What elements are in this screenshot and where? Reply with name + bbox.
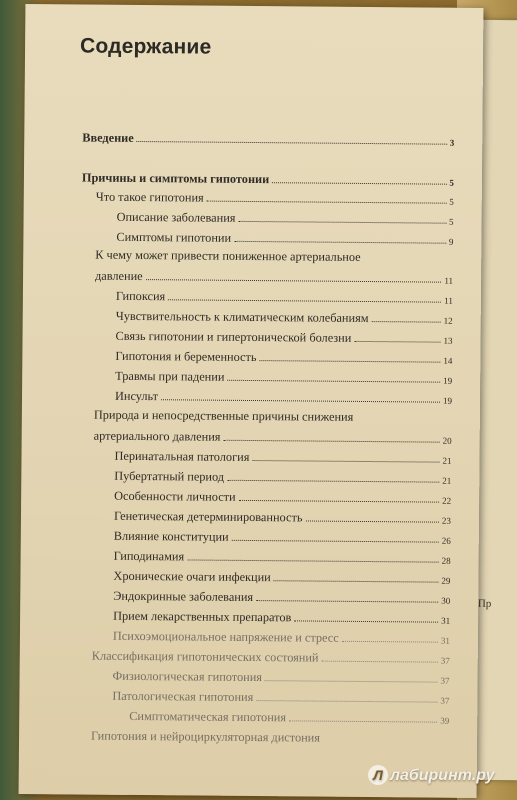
toc-entry-page: 20	[442, 435, 452, 446]
contents-page	[19, 4, 484, 798]
toc-entry-title: Травмы при падении	[115, 368, 225, 384]
toc-entry[interactable]	[115, 386, 452, 407]
toc-entry[interactable]	[92, 646, 450, 667]
toc-entry-page: 29	[441, 575, 451, 586]
toc-leader	[238, 221, 446, 224]
toc-leader	[252, 460, 439, 463]
toc-entry-page: 23	[441, 515, 452, 526]
table-of-contents	[19, 4, 484, 798]
toc-entry-page: 26	[441, 535, 451, 546]
toc-leader	[322, 661, 438, 663]
toc-entry-title: Классификация гипотонических состояний	[91, 648, 319, 665]
toc-entry-page: 39	[440, 715, 450, 726]
toc-entry-page: 11	[444, 275, 454, 286]
toc-leader	[265, 680, 438, 683]
toc-entry-page: 31	[440, 635, 450, 646]
toc-entry-title: Гипотония и нейроциркуляторная дистония	[91, 728, 321, 745]
toc-entry-page: 19	[443, 375, 453, 386]
toc-entry-page: 5	[449, 196, 454, 207]
toc-leader	[137, 141, 447, 145]
toc-entry[interactable]	[113, 566, 450, 587]
toc-entry-title: Прием лекарственных препаратов	[113, 608, 292, 625]
toc-entry[interactable]	[82, 128, 454, 149]
toc-entry-title-line: Природа и непосредственные причины снижения	[93, 407, 354, 424]
toc-entry-title: Симптомы гипотонии	[116, 229, 232, 245]
toc-entry-page: 12	[443, 315, 453, 326]
toc-leader	[354, 341, 440, 343]
toc-leader	[227, 380, 440, 383]
toc-entry-title: Генетическая детерминированность	[113, 508, 303, 525]
toc-entry-page: 28	[441, 555, 451, 566]
toc-entry-title: Перинатальная патология	[114, 448, 250, 464]
toc-entry[interactable]	[113, 586, 450, 607]
toc-leader	[256, 700, 437, 703]
toc-entry[interactable]	[115, 366, 452, 387]
toc-leader	[207, 201, 447, 204]
toc-entry-title: давление	[95, 268, 143, 284]
toc-entry-title: Симптоматическая гипотония	[129, 708, 287, 725]
toc-entry-title: Эндокринные заболевания	[113, 588, 254, 605]
toc-entry[interactable]	[91, 726, 391, 747]
toc-entry-title-line: К чему может привести пониженное артериальное	[95, 247, 361, 264]
toc-entry[interactable]	[114, 486, 451, 507]
toc-entry[interactable]	[116, 227, 453, 248]
toc-entry-title: Чувствительность к климатическим колебаниям	[115, 308, 369, 326]
toc-entry-title: Гипотония и беременность	[115, 348, 257, 365]
toc-entry-title: Связь гипотонии и гипертонической болезни	[115, 328, 352, 345]
toc-entry[interactable]	[114, 466, 451, 487]
toc-entry-title: Гипоксия	[115, 288, 166, 304]
toc-leader	[342, 641, 438, 643]
toc-leader	[256, 600, 438, 603]
toc-entry-title: Введение	[82, 130, 134, 145]
toc-entry-page: 22	[442, 495, 452, 506]
toc-leader	[294, 620, 438, 622]
toc-entry[interactable]	[115, 346, 452, 367]
toc-leader	[239, 500, 440, 503]
toc-entry-title: Влияние конституции	[113, 528, 229, 544]
toc-leader	[146, 279, 442, 283]
toc-entry-title: Пубертатный период	[114, 468, 225, 484]
toc-entry-title: артериального давления	[93, 428, 221, 444]
toc-entry-page: 9	[448, 236, 454, 247]
toc-entry-title: Психоэмоциональное напряжение и стресс	[112, 628, 339, 645]
toc-entry[interactable]	[115, 326, 452, 347]
labirint-logo-icon: Л	[368, 765, 388, 785]
toc-leader	[289, 720, 437, 722]
facing-page-text: Пр	[477, 597, 492, 610]
toc-entry-title: Что такое гипотония	[95, 189, 204, 205]
toc-entry-title: Инсульт	[114, 388, 159, 404]
toc-entry[interactable]	[114, 506, 451, 527]
toc-leader	[272, 182, 446, 185]
toc-entry-title: Причины и симптомы гипотонии	[81, 170, 270, 187]
toc-entry-title: Гиподинамия	[113, 548, 185, 564]
toc-entry[interactable]	[94, 426, 452, 447]
toc-leader	[187, 559, 438, 562]
toc-entry-page: 21	[442, 475, 452, 486]
toc-leader	[305, 520, 439, 522]
toc-entry[interactable]	[114, 546, 451, 567]
toc-entry[interactable]	[82, 168, 454, 189]
toc-entry-page: 11	[444, 295, 453, 306]
toc-entry-page: 30	[441, 595, 451, 606]
toc-entry-page: 3	[449, 137, 455, 148]
toc-leader	[274, 580, 439, 582]
toc-entry-title: Патологическая гипотония	[112, 688, 254, 705]
toc-entry[interactable]	[113, 666, 450, 687]
toc-leader	[372, 321, 441, 323]
toc-entry[interactable]	[116, 306, 453, 327]
toc-entry-title: Описание заболевания	[116, 209, 236, 225]
toc-entry[interactable]	[113, 606, 450, 627]
toc-entry[interactable]	[114, 526, 451, 547]
toc-entry-page: 21	[442, 455, 452, 466]
toc-entry[interactable]	[113, 626, 450, 647]
toc-entry-title: Хронические очаги инфекции	[113, 568, 271, 585]
toc-leader	[227, 480, 439, 483]
toc-entry-page: 37	[440, 655, 450, 666]
toc-leader	[232, 540, 439, 543]
toc-entry[interactable]	[96, 187, 454, 208]
toc-entry[interactable]	[129, 706, 449, 727]
toc-entry-page: 5	[449, 216, 454, 227]
toc-leader	[223, 440, 439, 443]
toc-entry-page: 37	[440, 675, 450, 686]
toc-entry-title: Особенности личности	[114, 488, 236, 504]
toc-leader	[234, 241, 446, 244]
toc-entry[interactable]	[116, 286, 453, 307]
toc-entry-page: 37	[440, 695, 450, 706]
watermark-logo	[368, 765, 494, 785]
toc-entry[interactable]	[114, 446, 451, 467]
page-title: Содержание	[79, 34, 212, 59]
toc-entry[interactable]	[117, 207, 454, 228]
toc-entry-title: Физиологическая гипотония	[112, 668, 263, 685]
toc-entry[interactable]	[112, 686, 449, 707]
toc-entry-page: 31	[441, 615, 451, 626]
toc-entry[interactable]	[95, 266, 453, 287]
toc-entry-page: 14	[443, 355, 453, 366]
toc-entry-page: 5	[449, 177, 454, 188]
toc-leader	[161, 399, 440, 402]
toc-leader	[168, 299, 441, 302]
toc-entry-page: 19	[442, 395, 453, 406]
toc-leader	[260, 360, 441, 363]
watermark-text: лабиринт.ру	[390, 767, 495, 784]
toc-entry-page: 13	[443, 335, 453, 346]
